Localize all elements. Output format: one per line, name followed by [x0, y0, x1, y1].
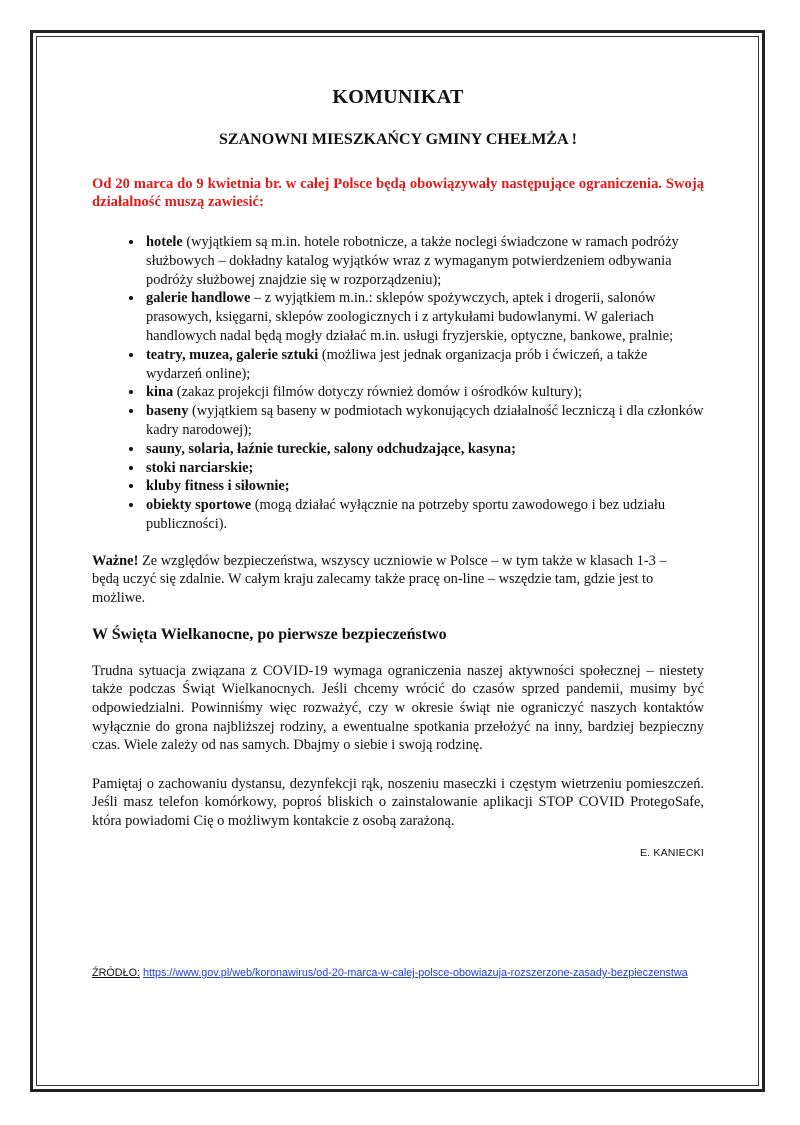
paragraph-hygiene: Pamiętaj o zachowaniu dystansu, dezynfekcji rąk, noszeniu maseczki i częstym wietrzeniu pomieszczeń. Jeśli masz telefon komórkowy, poproś bliskich o zainstalowanie aplikacji STOP COVID ProtegoSafe, która powiadomi Cię o możliwym kontakcie z osobą zarażoną.	[92, 775, 704, 830]
paragraph-easter: Trudna sytuacja związana z COVID-19 wymaga ograniczenia naszej aktywności społecznej – niestety także podczas Świąt Wielkanocnych. Jeśli chcemy wrócić do czasów sprzed pandemii, musimy być odpowiedzialni. Powinniśmy więc rozważyć, czy w okresie świąt nie ograniczyć naszych kontaktów wyłącznie do grona najbliższej rodziny, a ewentualne spotkania przełożyć na inny, bardziej bezpieczny czas. Wiele zależy od nas samych. Dbajmy o siebie i swoją rodzinę.	[92, 662, 704, 754]
list-item-bold: kina	[146, 384, 174, 401]
list-item-text: – z wyjątkiem m.in.: sklepów spożywczych, aptek i drogerii, salonów prasowych, księgarni, sklepów zoologicznych i z artykułami budowlanymi. W galeriach handlowych nadal będą mogły działać m.in. usługi fryzjerskie, optyczne, bankowe, pralnie;	[146, 290, 674, 344]
list-item-text: (wyjątkiem są m.in. hotele robotnicze, a także noclegi świadczone w ramach podróży służbowych – dokładny katalog wyjątków wraz z wymaganym potwierdzeniem odbywania podróży służbowej znajdzie się w rozporządzeniu);	[146, 234, 679, 288]
source-note	[92, 966, 692, 982]
list-item	[144, 477, 704, 496]
source-link[interactable]: https://www.gov.pl/web/koronawirus/od-20-marca-w-calej-polsce-obowiazuja-rozszerzone-zasady-bezpieczenstwa	[143, 967, 688, 979]
important-text: Ze względów bezpieczeństwa, wszyscy uczniowie w Polsce – w tym także w klasach 1-3 – będą uczyć się zdalnie. W całym kraju zalecamy także pracę on-line – wszędzie tam, gdzie jest to możliwe.	[92, 552, 667, 607]
list-item-bold: stoki narciarskie;	[146, 459, 254, 476]
important-label: Ważne!	[92, 552, 139, 569]
list-item-text: (wyjątkiem są baseny w podmiotach wykonujących działalność leczniczą i dla członków kadry narodowej);	[146, 403, 704, 438]
list-item	[144, 383, 704, 402]
list-item-text: (mogą działać wyłącznie na potrzeby sportu zawodowego i bez udziału publiczności).	[146, 497, 666, 532]
list-item-bold: hotele	[146, 234, 183, 250]
announcement-title: KOMUNIKAT	[332, 86, 464, 108]
list-item-bold: sauny, solaria, łaźnie tureckie, salony odchudzające, kasyna;	[146, 440, 516, 457]
list-item	[144, 440, 704, 459]
list-item-bold: kluby fitness i siłownie;	[146, 478, 290, 495]
list-item	[144, 289, 704, 345]
list-item-bold: baseny	[146, 403, 189, 420]
restrictions-list	[92, 233, 704, 534]
signature: E. KANIECKI	[639, 846, 704, 859]
important-notice	[92, 552, 704, 608]
list-item	[144, 459, 704, 478]
list-item	[144, 346, 704, 384]
list-item-text: (możliwa jest jednak organizacja prób i ćwiczeń, a także wydarzeń online);	[146, 346, 648, 382]
list-item-bold: obiekty sportowe	[146, 497, 252, 514]
section-heading: W Święta Wielkanocne, po pierwsze bezpieczeństwo	[92, 625, 447, 643]
list-item	[144, 496, 704, 534]
announcement-body	[92, 86, 704, 859]
source-label: ŹRÓDŁO:	[92, 967, 140, 979]
restrictions-lead: Od 20 marca do 9 kwietnia br. w całej Polsce będą obowiązywały następujące ograniczenia. Swoją działalność muszą zawiesić:	[92, 176, 704, 210]
list-item	[144, 402, 704, 440]
announcement-subtitle: SZANOWNI MIESZKAŃCY GMINY CHEŁMŻA !	[219, 131, 577, 148]
list-item-bold: galerie handlowe	[146, 290, 251, 307]
list-item-bold: teatry, muzea, galerie sztuki	[146, 346, 319, 363]
list-item-text: (zakaz projekcji filmów dotyczy również domów i ośrodków kultury);	[173, 384, 583, 401]
list-item	[144, 233, 704, 289]
